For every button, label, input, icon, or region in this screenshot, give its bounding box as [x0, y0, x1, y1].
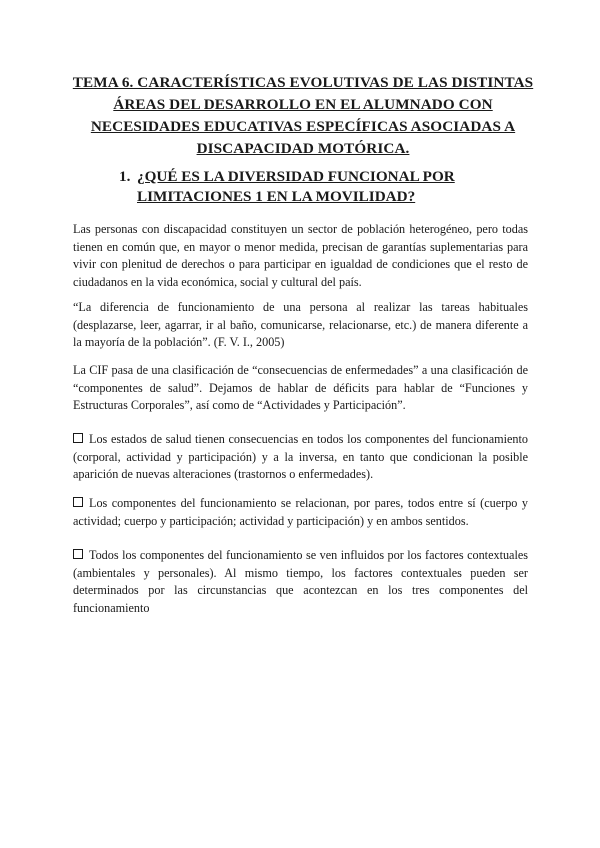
checkbox-bullet-icon: [73, 433, 83, 443]
bullet-text: Los componentes del funcionamiento se relacionan, por pares, todos entre sí (cuerpo y actividad; cuerpo y participación; actividad y participación) y en ambos sentidos.: [73, 496, 528, 528]
paragraph-cif: La CIF pasa de una clasificación de “consecuencias de enfermedades” a una clasificación de “componentes de salud”. Dejamos de hablar de déficits para hablar de “Funciones y Estructuras Corporales”, así como de “Actividades y Participación”.: [73, 363, 528, 412]
bullet-text: Todos los componentes del funcionamiento se ven influidos por los factores contextuales (ambientales y personales). Al mismo tiempo, los factores contextuales pueden ser determinados por las circunstancias que acontezcan en los tres componentes del funcionamiento: [73, 548, 528, 615]
document-title: TEMA 6. CARACTERÍSTICAS EVOLUTIVAS DE LAS DISTINTAS ÁREAS DEL DESARROLLO EN EL ALUMNADO CON NECESIDADES EDUCATIVAS ESPECÍFICAS ASOCIADAS A DISCAPACIDAD MOTÓRICA.: [72, 74, 534, 157]
section-number: 1.: [119, 168, 131, 185]
bullet-text: Los estados de salud tienen consecuencias en todos los componentes del funcionamiento (corporal, actividad y participación) y a la inversa, en tanto que condicionan la posible aparición de nuevas alteraciones (trastornos o enfermedades).: [73, 432, 528, 481]
bullet-item: [73, 431, 528, 484]
section-heading: ¿QUÉ ES LA DIVERSIDAD FUNCIONAL POR LIMITACIONES 1 EN LA MOVILIDAD?: [137, 168, 455, 205]
bullet-item: [73, 547, 528, 617]
checkbox-bullet-icon: [73, 549, 83, 559]
paragraph-quote: “La diferencia de funcionamiento de una persona al realizar las tareas habituales (desplazarse, leer, agarrar, ir al baño, comunicarse, relacionarse, etc.) de manera diferente a la mayoría de la población”. (F. V. I., 2005): [73, 300, 528, 349]
bullet-item: [73, 495, 528, 530]
checkbox-bullet-icon: [73, 497, 83, 507]
paragraph-intro: Las personas con discapacidad constituyen un sector de población heterogéneo, pero todas tienen en común que, en mayor o menor medida, precisan de garantías suplementarias para vivir con plenitud de derechos o para participar en igualdad de condiciones que el resto de ciudadanos en la vida económica, social y cultural del país.: [73, 222, 528, 289]
